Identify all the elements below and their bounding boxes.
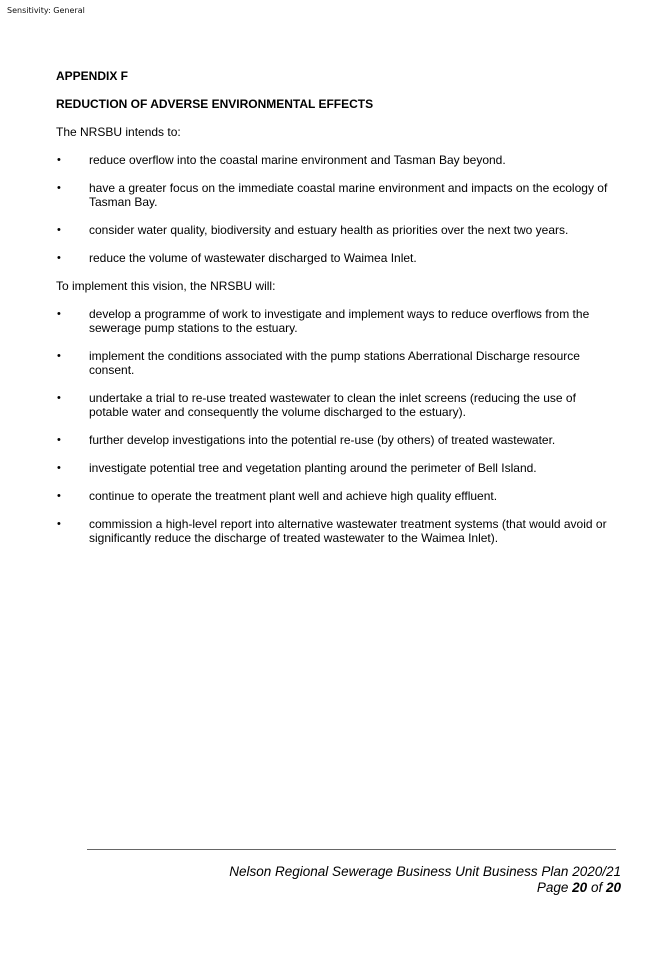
bullet-icon: • — [57, 224, 61, 236]
footer-divider — [87, 849, 616, 850]
list-item-text: consider water quality, biodiversity and estuary health as priorities over the next two years. — [89, 223, 569, 237]
list-item-text: reduce overflow into the coastal marine environment and Tasman Bay beyond. — [89, 153, 506, 167]
list-item-text: implement the conditions associated with the pump stations Aberrational Discharge resource consent. — [89, 349, 580, 377]
sensitivity-label: Sensitivity: General — [7, 6, 85, 15]
bullet-icon: • — [57, 350, 61, 362]
list-item-text: undertake a trial to re-use treated wastewater to clean the inlet screens (reducing the use of potable water and consequently the volume discharged to the estuary). — [89, 391, 576, 419]
section-title: REDUCTION OF ADVERSE ENVIRONMENTAL EFFECTS — [56, 97, 374, 111]
list-item — [56, 307, 616, 335]
page-word: Page — [536, 880, 569, 895]
of-word: of — [590, 880, 603, 895]
list-item-text: reduce the volume of wastewater discharged to Waimea Inlet. — [89, 251, 417, 265]
list-item — [56, 251, 616, 265]
list-item-text: continue to operate the treatment plant well and achieve high quality effluent. — [89, 489, 498, 503]
appendix-label: APPENDIX F — [56, 69, 129, 83]
bullet-icon: • — [57, 518, 61, 530]
list-item-text: commission a high-level report into alternative wastewater treatment systems (that would avoid or significantly reduce the discharge of treated wastewater to the Waimea Inlet). — [89, 517, 607, 545]
bullet-icon: • — [57, 308, 61, 320]
bullet-icon: • — [57, 154, 61, 166]
actions-list — [56, 307, 616, 545]
footer-page-indicator — [229, 880, 621, 896]
bullet-icon: • — [57, 182, 61, 194]
bullet-icon: • — [57, 490, 61, 502]
document-body — [56, 69, 616, 545]
list-item — [56, 349, 616, 377]
list-item — [56, 153, 616, 167]
page-total: 20 — [605, 880, 621, 895]
list-item — [56, 181, 616, 209]
bullet-icon: • — [57, 252, 61, 264]
list-item-text: investigate potential tree and vegetation planting around the perimeter of Bell Island. — [89, 461, 537, 475]
list-item — [56, 517, 616, 545]
list-item-text: develop a programme of work to investigate and implement ways to reduce overflows from the sewerage pump stations to the estuary. — [89, 307, 590, 335]
page-footer — [229, 864, 621, 896]
intro-actions: To implement this vision, the NRSBU will: — [56, 279, 276, 293]
list-item-text: have a greater focus on the immediate coastal marine environment and impacts on the ecology of Tasman Bay. — [89, 181, 608, 209]
page-number: 20 — [572, 880, 588, 895]
list-item — [56, 223, 616, 237]
bullet-icon: • — [57, 392, 61, 404]
list-item — [56, 391, 616, 419]
intentions-list — [56, 153, 616, 265]
list-item-text: further develop investigations into the potential re-use (by others) of treated wastewater. — [89, 433, 556, 447]
footer-document-title: Nelson Regional Sewerage Business Unit Business Plan 2020/21 — [229, 864, 621, 879]
list-item — [56, 489, 616, 503]
bullet-icon: • — [57, 434, 61, 446]
list-item — [56, 433, 616, 447]
list-item — [56, 461, 616, 475]
bullet-icon: • — [57, 462, 61, 474]
intro-intentions: The NRSBU intends to: — [56, 125, 181, 139]
